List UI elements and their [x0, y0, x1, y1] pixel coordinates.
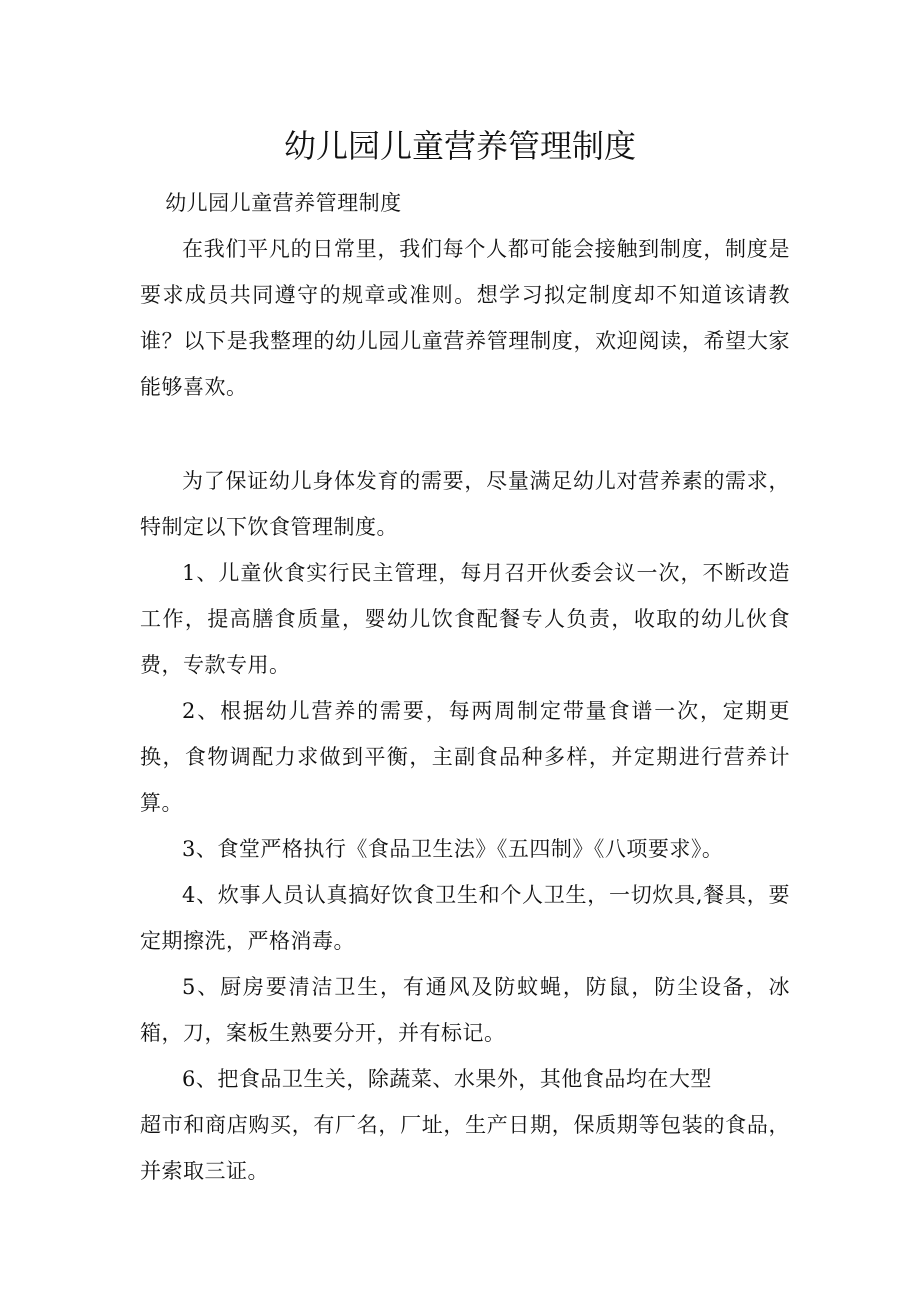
- intro-paragraph: 在我们平凡的日常里，我们每个人都可能会接触到制度，制度是要求成员共同遵守的规章或准则。想学习拟定制度却不知道该请教谁？以下是我整理的幼儿园儿童营养管理制度，欢迎阅读，希望大家能够喜欢。: [140, 237, 790, 399]
- document-subtitle: 幼儿园儿童营养管理制度: [165, 191, 402, 215]
- rule-item-2: 2、根据幼儿营养的需要，每两周制定带量食谱一次，定期更换，食物调配力求做到平衡，主副食品种多样，并定期进行营养计算。: [140, 699, 790, 815]
- rule-item-3: 3、食堂严格执行《食品卫生法》《五四制》《八项要求》。: [182, 837, 724, 861]
- rule-item-4: 4、炊事人员认真搞好饮食卫生和个人卫生，一切炊具,餐具，要定期擦洗，严格消毒。: [140, 883, 790, 953]
- rule-item-5: 5、厨房要清洁卫生，有通风及防蚊蝇，防鼠，防尘设备，冰箱，刀，案板生熟要分开，并有标记。: [140, 975, 790, 1045]
- rule-item-6: 6、把食品卫生关，除蔬菜、水果外，其他食品均在大型: [182, 1067, 712, 1091]
- rule-item-6-continued: 超市和商店购买，有厂名，厂址，生产日期，保质期等包装的食品，并索取三证。: [140, 1113, 790, 1183]
- document-body: [140, 180, 790, 1194]
- rule-item-1: 1、儿童伙食实行民主管理，每月召开伙委会议一次，不断改造工作，提高膳食质量，婴幼儿饮食配餐专人负责，收取的幼儿伙食费，专款专用。: [140, 561, 790, 677]
- document-title: 幼儿园儿童营养管理制度: [283, 127, 636, 165]
- purpose-paragraph: 为了保证幼儿身体发育的需要，尽量满足幼儿对营养素的需求，特制定以下饮食管理制度。: [140, 469, 790, 539]
